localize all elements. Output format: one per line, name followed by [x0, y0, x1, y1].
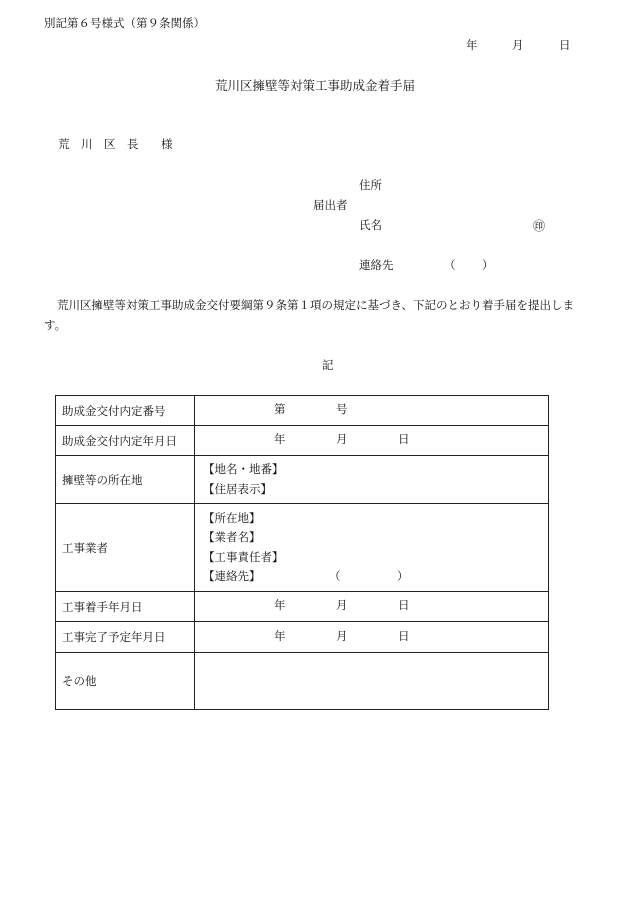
contractor-contact-label: 【連絡先】 [203, 569, 261, 583]
applicant-address-label: 住所 [359, 178, 382, 192]
row-label-naitei-number: 助成金交付内定番号 [56, 396, 195, 426]
contractor-line-name: 【業者名】 [203, 530, 261, 544]
date-year-label: 年 [466, 38, 478, 52]
row-value-contractor[interactable] [195, 504, 549, 592]
contractor-line-contact [203, 567, 548, 587]
contractor-paren-close: ） [397, 569, 409, 583]
date-day-label: 日 [559, 38, 571, 52]
dai-label: 第 [274, 402, 286, 416]
form-table [55, 395, 549, 710]
row-value-location[interactable] [195, 456, 549, 504]
month-label: 月 [336, 598, 348, 612]
seal-mark: ㊞ [533, 219, 546, 233]
contractor-paren-open: （ [329, 569, 341, 583]
ki-heading: 記 [322, 358, 334, 372]
day-label: 日 [398, 629, 410, 643]
applicant-name-label: 氏名 [359, 218, 382, 232]
row-label-location: 擁壁等の所在地 [56, 456, 195, 504]
row-value-naitei-number[interactable] [195, 396, 549, 426]
row-value-naitei-date[interactable] [195, 426, 549, 456]
row-label-other: その他 [56, 653, 195, 710]
row-value-start-date[interactable] [195, 592, 549, 622]
table-row [56, 622, 549, 653]
table-row [56, 456, 549, 504]
body-text-line-1: 荒川区擁壁等対策工事助成金交付要綱第９条第１項の規定に基づき、下記のとおり着手届を提出しま [57, 298, 575, 312]
row-value-completion-date[interactable] [195, 622, 549, 653]
location-line-jukyo: 【住居表示】 [203, 481, 272, 496]
body-text-line-2: す。 [44, 318, 67, 332]
row-value-other[interactable] [195, 653, 549, 710]
location-line-chimei: 【地名・地番】 [203, 462, 284, 476]
table-row [56, 504, 549, 592]
addressee-char-1: 荒 [58, 137, 70, 151]
year-label: 年 [274, 598, 286, 612]
row-label-naitei-date: 助成金交付内定年月日 [56, 426, 195, 456]
row-label-completion-date: 工事完了予定年月日 [56, 622, 195, 653]
addressee-char-4: 長 [127, 137, 139, 151]
addressee-honorific: 様 [161, 137, 173, 151]
go-label: 号 [336, 402, 348, 416]
day-label: 日 [398, 432, 410, 446]
table-row [56, 653, 549, 710]
month-label: 月 [336, 432, 348, 446]
form-number: 別記第６号様式（第９条関係） [44, 16, 205, 30]
contact-paren-open: （ [444, 258, 456, 272]
contact-paren-close: ） [482, 258, 494, 272]
year-label: 年 [274, 629, 286, 643]
document-title: 荒川区擁壁等対策工事助成金着手届 [214, 78, 415, 93]
date-month-label: 月 [512, 38, 524, 52]
contractor-line-manager: 【工事責任者】 [203, 549, 284, 564]
table-row [56, 396, 549, 426]
table-row [56, 592, 549, 622]
addressee-char-3: 区 [104, 137, 116, 151]
applicant-contact-label: 連絡先 [359, 258, 394, 272]
year-label: 年 [274, 432, 286, 446]
applicant-label: 届出者 [313, 198, 348, 212]
row-label-start-date: 工事着手年月日 [56, 592, 195, 622]
day-label: 日 [398, 598, 410, 612]
month-label: 月 [336, 629, 348, 643]
addressee-char-2: 川 [81, 137, 93, 151]
table-row [56, 426, 549, 456]
contractor-line-address: 【所在地】 [203, 510, 261, 525]
row-label-contractor: 工事業者 [56, 504, 195, 592]
